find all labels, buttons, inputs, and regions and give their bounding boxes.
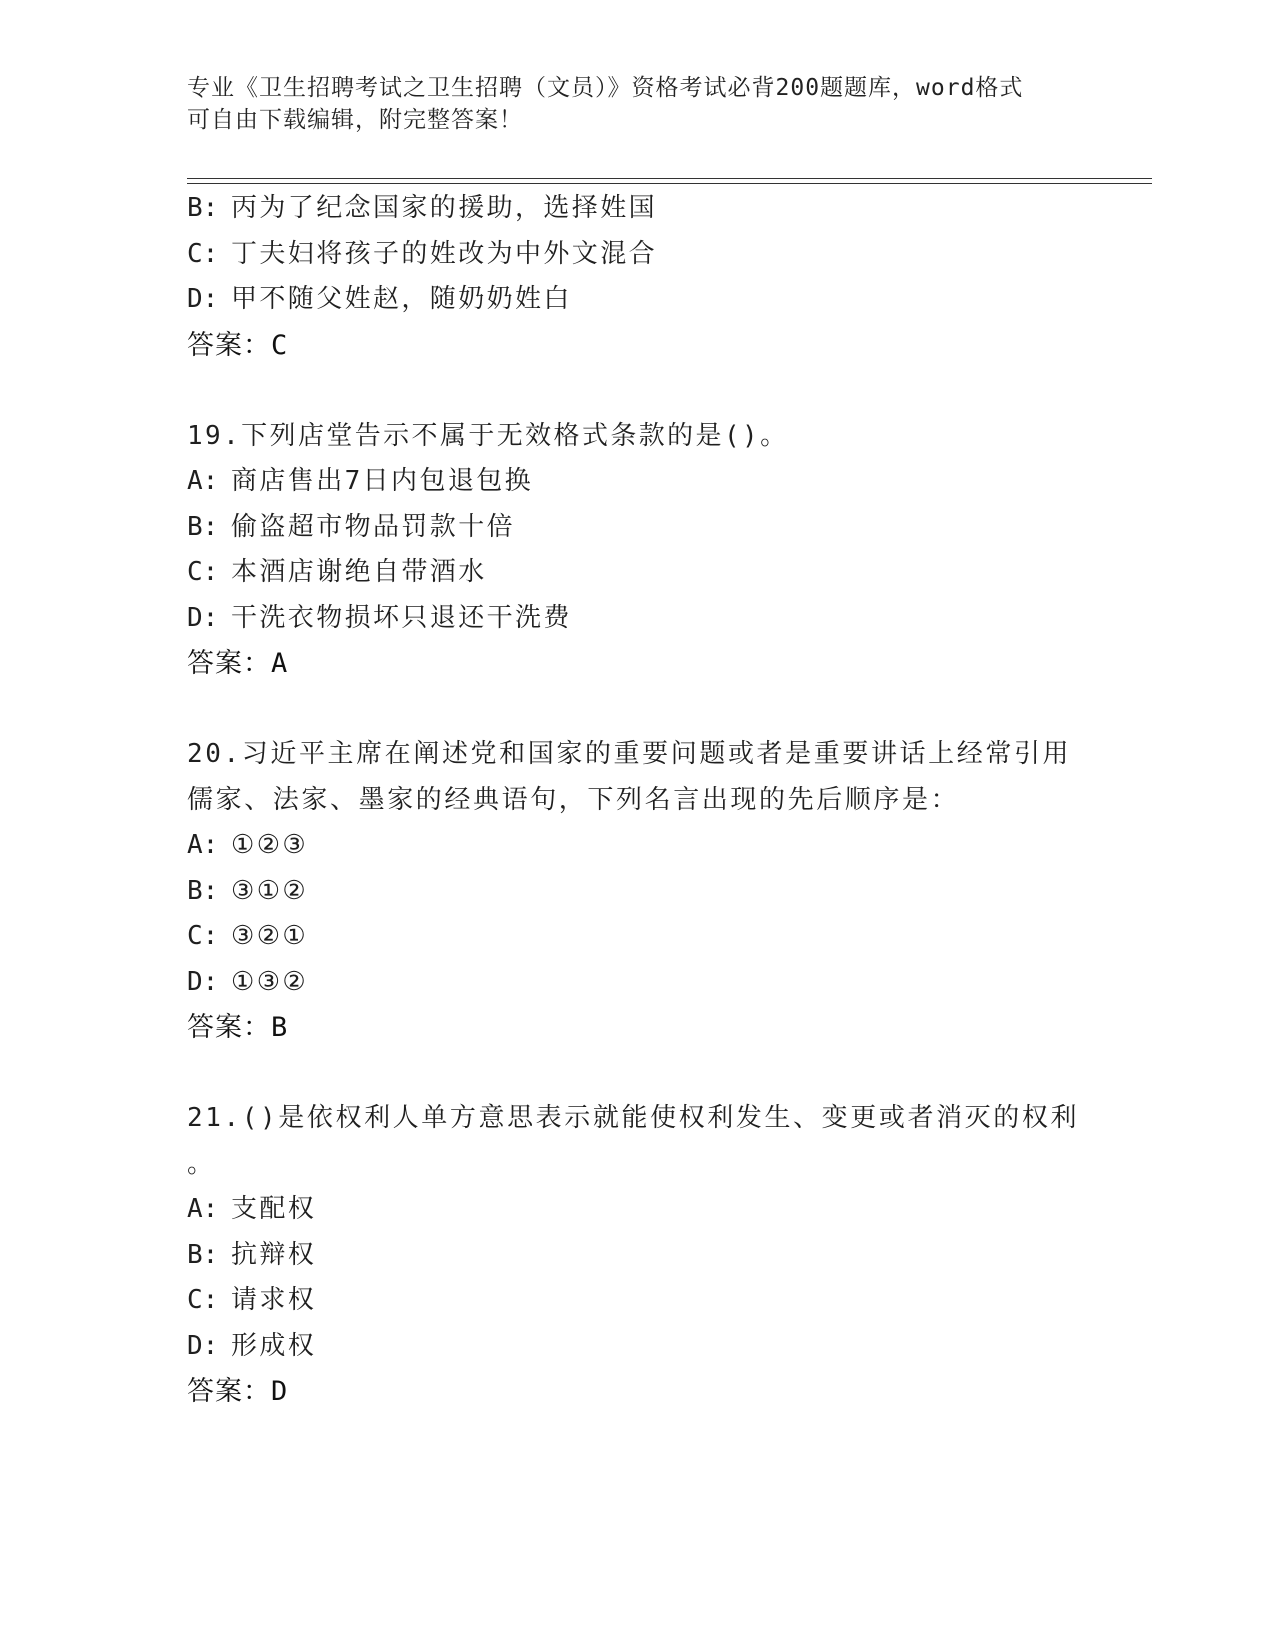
- option-c: C: 请求权: [187, 1285, 317, 1315]
- answer-line: 答案：A: [187, 648, 289, 679]
- option-b: B: ③①②: [187, 875, 309, 906]
- question-stem-line-1: 20.习近平主席在阐述党和国家的重要问题或者是重要讲话上经常引用: [187, 739, 1072, 769]
- option-d: D: 形成权: [187, 1330, 317, 1361]
- answer-line: 答案：B: [187, 1012, 289, 1043]
- answer-value: C: [271, 329, 289, 361]
- question-list: [187, 186, 1087, 1415]
- option-b: B: 抗辩权: [187, 1239, 317, 1270]
- option-a: A: 支配权: [187, 1194, 317, 1224]
- question-stem-line-2: 。: [187, 1148, 216, 1179]
- question-stem-line-2: 儒家、法家、墨家的经典语句，下列名言出现的先后顺序是：: [187, 784, 960, 815]
- option-a: A: 商店售出7日内包退包换: [187, 466, 534, 496]
- option-c: C: 丁夫妇将孩子的姓改为中外文混合: [187, 238, 658, 269]
- option-d: D: 甲不随父姓赵，随奶奶姓白: [187, 284, 572, 314]
- header-rule-top: [187, 178, 1152, 179]
- answer-line: 答案：C: [187, 329, 289, 361]
- document-header: [187, 72, 1067, 136]
- answer-value: B: [271, 1012, 289, 1043]
- option-a: A: ①②③: [187, 830, 309, 860]
- question-block-18: [187, 186, 1087, 368]
- option-b: B: 丙为了纪念国家的援助，选择姓国: [187, 193, 658, 223]
- question-block-19: [187, 414, 1087, 687]
- answer-line: 答案：D: [187, 1376, 289, 1407]
- question-stem-line-1: 21.()是依权利人单方意思表示就能使权利发生、变更或者消灭的权利: [187, 1103, 1080, 1133]
- answer-value: A: [271, 648, 289, 679]
- question-stem: 19.下列店堂告示不属于无效格式条款的是()。: [187, 420, 789, 451]
- option-d: D: ①③②: [187, 966, 309, 997]
- option-d: D: 干洗衣物损坏只退还干洗费: [187, 602, 572, 633]
- answer-value: D: [271, 1376, 289, 1407]
- option-c: C: ③②①: [187, 921, 309, 951]
- option-c: C: 本酒店谢绝自带酒水: [187, 557, 487, 587]
- question-block-21: [187, 1096, 1087, 1415]
- question-block-20: [187, 732, 1087, 1051]
- header-rule-bottom: [187, 183, 1152, 184]
- header-line-1: 专业《卫生招聘考试之卫生招聘（文员）》资格考试必背200题题库，word格式: [187, 75, 1024, 101]
- header-line-2: 可自由下载编辑，附完整答案！: [187, 107, 523, 133]
- option-b: B: 偷盗超市物品罚款十倍: [187, 511, 516, 542]
